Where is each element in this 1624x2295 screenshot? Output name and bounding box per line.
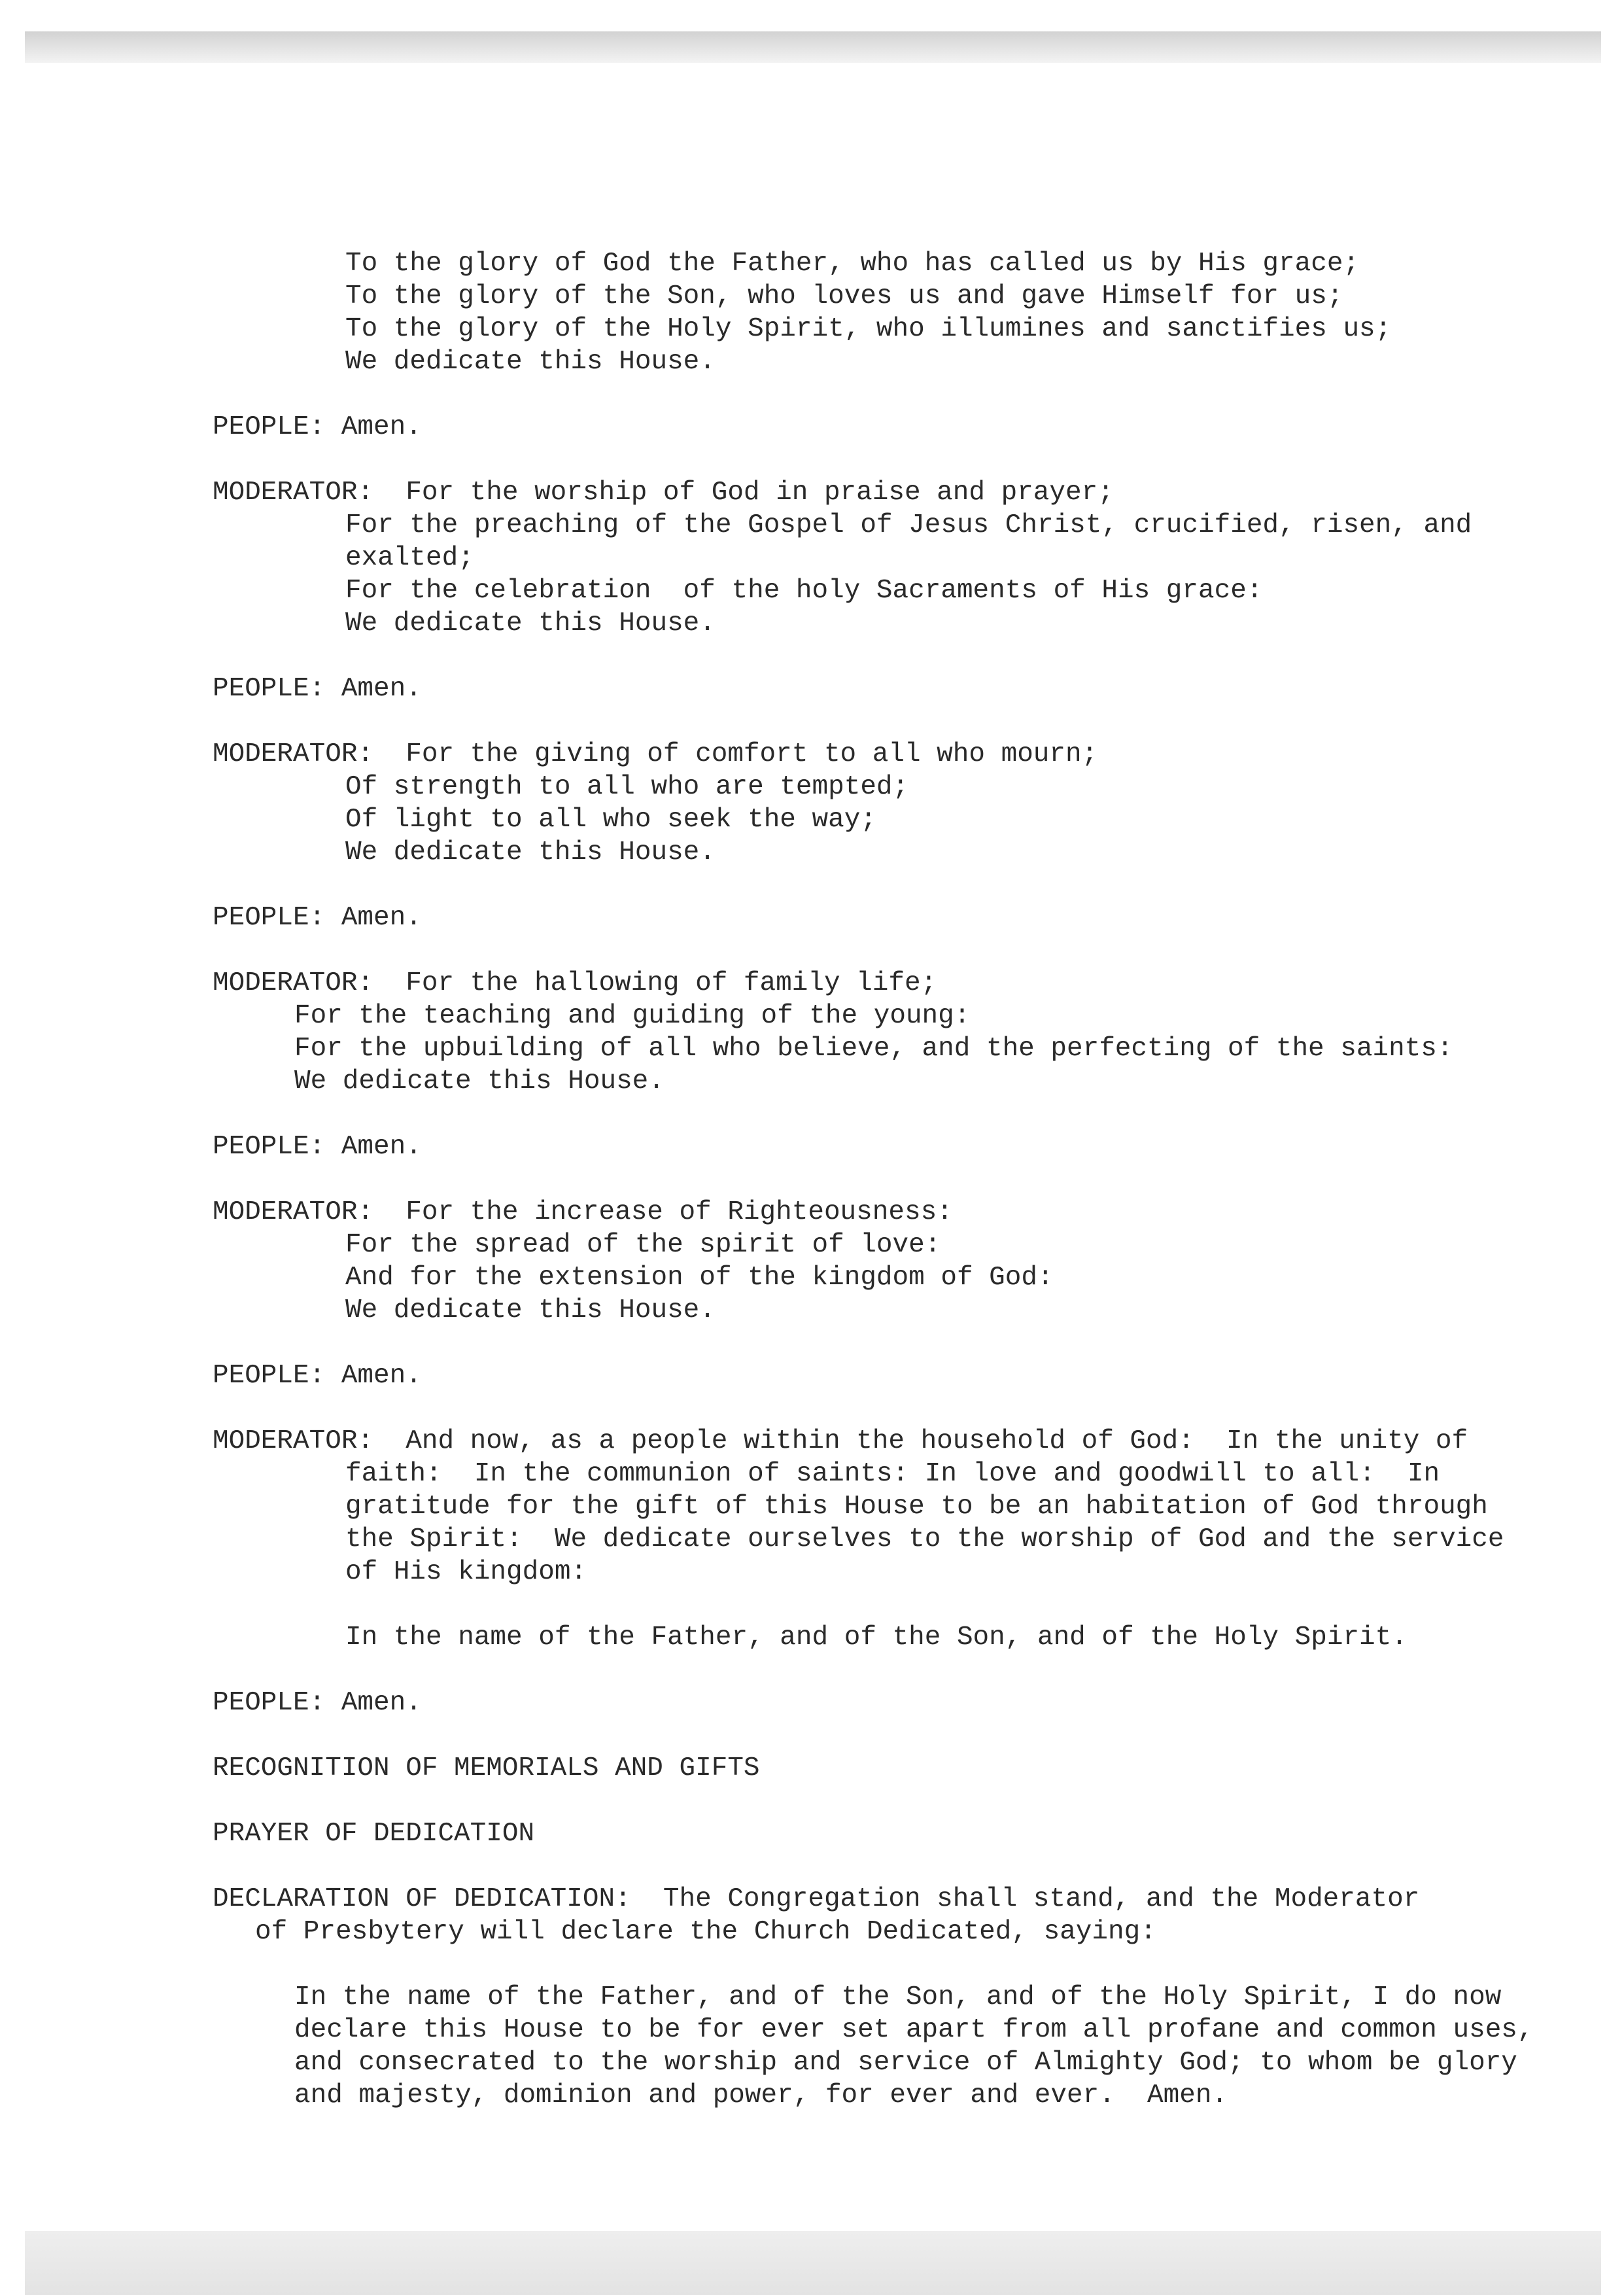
block4-line-1: For the teaching and guiding of the young: — [294, 1001, 971, 1031]
prayer-heading: PRAYER OF DEDICATION — [213, 1819, 535, 1849]
block2-line-2: exalted; — [345, 543, 474, 573]
block5-line-1: For the spread of the spirit of love: — [345, 1230, 941, 1260]
declaration-line-3: and consecrated to the worship and service of Almighty God; to whom be glory — [294, 2048, 1517, 2078]
block3-line-2: Of light to all who seek the way; — [345, 805, 876, 835]
people-response-6: PEOPLE: Amen. — [213, 1688, 422, 1718]
people-response-2: PEOPLE: Amen. — [213, 674, 422, 704]
declaration-line-2: declare this House to be for ever set apart from all profane and common uses, — [294, 2015, 1534, 2045]
block6-invocation: In the name of the Father, and of the Son, and of the Holy Spirit. — [345, 1622, 1408, 1653]
people-response-5: PEOPLE: Amen. — [213, 1361, 422, 1391]
block6-line-2: gratitude for the gift of this House to be an habitation of God through — [345, 1492, 1488, 1522]
block1-line-1: To the glory of God the Father, who has called us by His grace; — [345, 249, 1360, 279]
block4-line-3: We dedicate this House. — [294, 1066, 665, 1096]
block6-lead: MODERATOR: And now, as a people within the household of God: In the unity of — [213, 1426, 1468, 1456]
block2-line-3: For the celebration of the holy Sacraments of His grace: — [345, 576, 1263, 606]
block3-lead: MODERATOR: For the giving of comfort to all who mourn; — [213, 739, 1098, 769]
recognition-heading: RECOGNITION OF MEMORIALS AND GIFTS — [213, 1753, 760, 1783]
block2-lead: MODERATOR: For the worship of God in praise and prayer; — [213, 478, 1114, 508]
people-response-1: PEOPLE: Amen. — [213, 412, 422, 442]
block2-line-4: We dedicate this House. — [345, 608, 716, 639]
block6-line-1: faith: In the communion of saints: In love and goodwill to all: In — [345, 1459, 1440, 1489]
scan-bottom-edge — [25, 2231, 1601, 2295]
block2-line-1: For the preaching of the Gospel of Jesus Christ, crucified, risen, and — [345, 510, 1472, 540]
block5-line-2: And for the extension of the kingdom of God: — [345, 1263, 1054, 1293]
block4-line-2: For the upbuilding of all who believe, and the perfecting of the saints: — [294, 1034, 1453, 1064]
declaration-lead: DECLARATION OF DEDICATION: The Congregation shall stand, and the Moderator — [213, 1884, 1420, 1914]
block1-line-4: We dedicate this House. — [345, 347, 716, 377]
people-response-3: PEOPLE: Amen. — [213, 903, 422, 933]
block6-line-3: the Spirit: We dedicate ourselves to the worship of God and the service — [345, 1524, 1504, 1554]
block4-lead: MODERATOR: For the hallowing of family life; — [213, 968, 937, 998]
people-response-4: PEOPLE: Amen. — [213, 1132, 422, 1162]
block3-line-1: Of strength to all who are tempted; — [345, 772, 909, 802]
block5-line-3: We dedicate this House. — [345, 1295, 716, 1325]
block5-lead: MODERATOR: For the increase of Righteousness: — [213, 1197, 953, 1227]
block1-line-2: To the glory of the Son, who loves us and gave Himself for us; — [345, 281, 1343, 311]
block6-line-4: of His kingdom: — [345, 1557, 587, 1587]
declaration-line-1: In the name of the Father, and of the Son, and of the Holy Spirit, I do now — [294, 1982, 1502, 2012]
block3-line-3: We dedicate this House. — [345, 837, 716, 867]
block1-line-3: To the glory of the Holy Spirit, who illumines and sanctifies us; — [345, 314, 1392, 344]
declaration-line-4: and majesty, dominion and power, for ever and ever. Amen. — [294, 2080, 1228, 2111]
declaration-continuation: of Presbytery will declare the Church Dedicated, saying: — [255, 1917, 1156, 1947]
